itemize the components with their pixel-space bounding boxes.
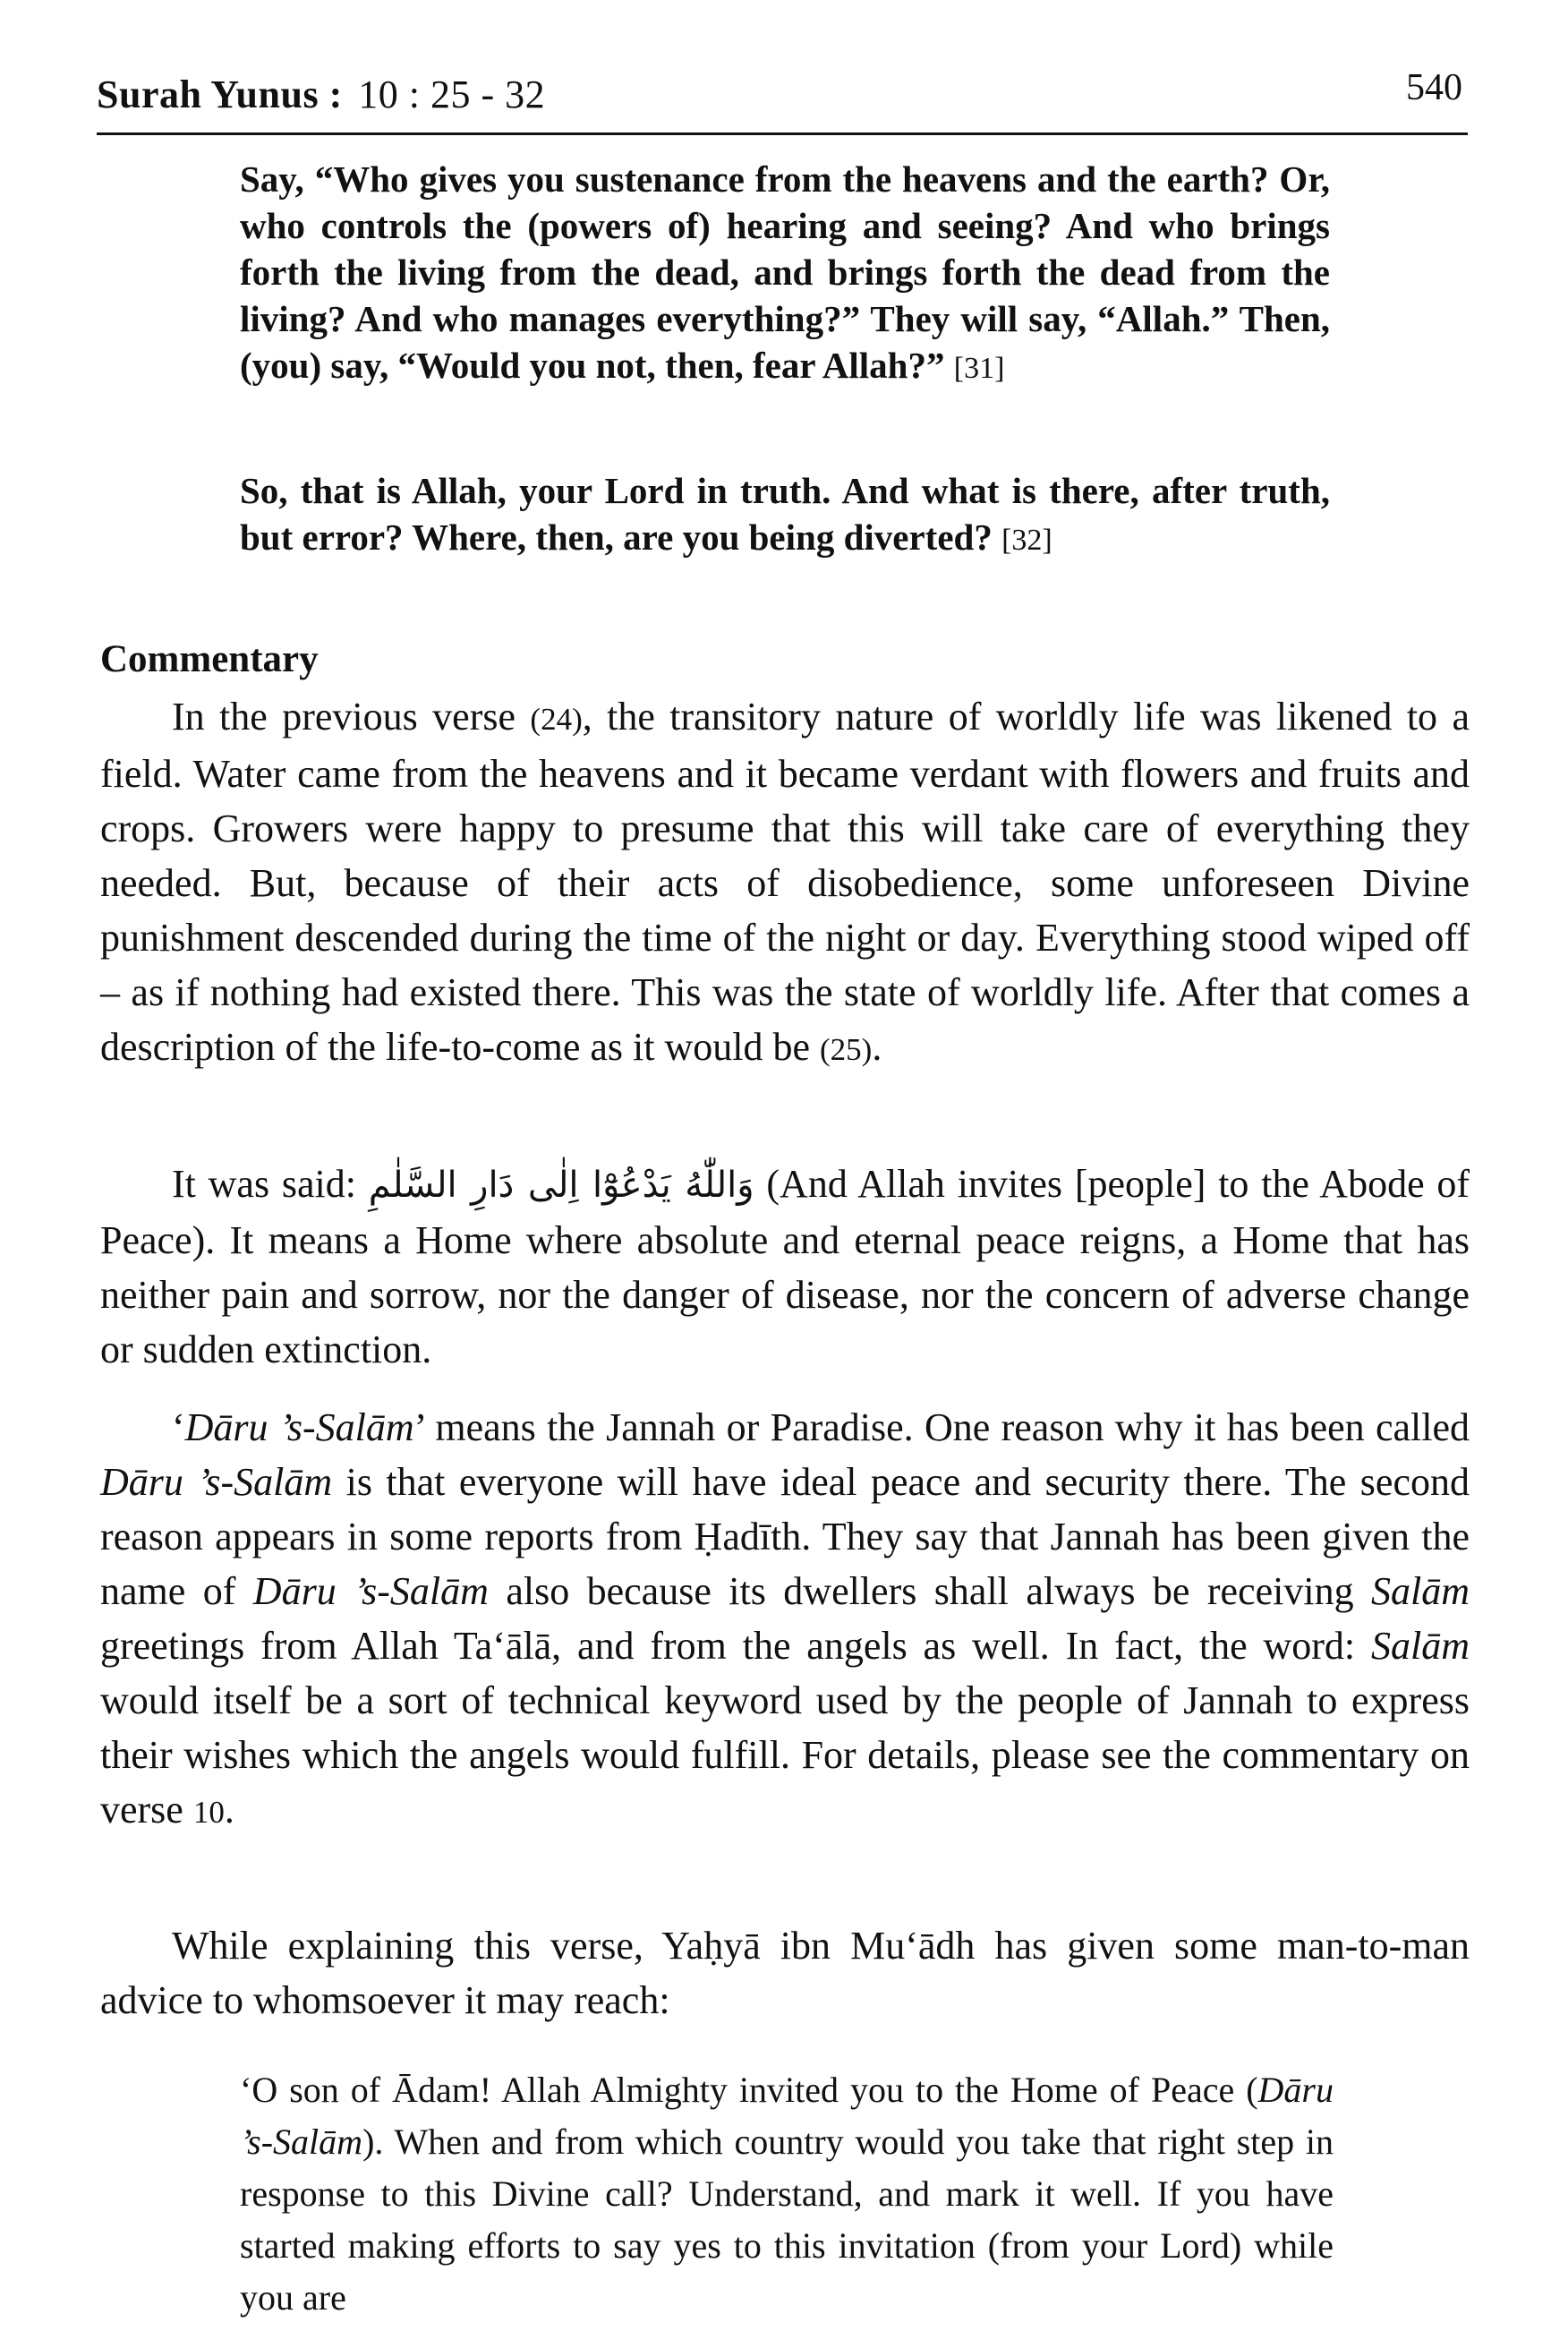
p3-close-quote: ’	[413, 1405, 425, 1449]
term-daru-s-salam: Dāru ’s-Salām	[252, 1569, 489, 1613]
p3-text-e: would itself be a sort of technical keyword used by the people of Jannah to express their wishes which the angels would fulfill. For details, please see the commentary on verse	[100, 1678, 1470, 1831]
commentary-paragraph-1	[100, 689, 1470, 1077]
term-salam: Salām	[1371, 1569, 1470, 1613]
term-daru-s-salam: Dāru ’s-Salām	[100, 1460, 333, 1504]
verse-31-number: [31]	[953, 352, 1005, 385]
verse-31	[240, 156, 1330, 392]
verse-31-text: Say, “Who gives you sustenance from the heavens and the earth? Or, who controls the (powers of) hearing and seeing? And who brings forth the living from the dead, and brings forth the dead from the living? And who manages everything?” They will say, “Allah.” Then, (you) say, “Would you not, then, fear Allah?”	[240, 158, 1330, 386]
block-quote	[240, 2064, 1334, 2324]
verse-32-text: So, that is Allah, your Lord in truth. And what is there, after truth, but error? Where, then, are you being diverted?	[240, 470, 1330, 558]
p3-open-quote: ‘	[172, 1405, 185, 1449]
verse-32-number: [32]	[1001, 524, 1052, 557]
quote-text-a: ‘O son of Ādam! Allah Almighty invited you to the Home of Peace (	[240, 2070, 1258, 2110]
commentary-paragraph-4: While explaining this verse, Yaḥyā ibn Mu‘ādh has given some man-to-man advice to whomsoever it may reach:	[100, 1924, 1470, 2022]
p2-text-b: (And Allah invites [people] to the Abode of Peace). It means a Home where absolute and eternal peace reigns, a Home that has neither pain and sorrow, nor the danger of disease, nor the concern of adverse change or sudden extinction.	[100, 1162, 1470, 1371]
p1-text-c: .	[872, 1025, 882, 1069]
commentary-paragraph-3	[100, 1400, 1470, 1840]
arabic-verse-quote: وَاللّٰهُ يَدْعُوْٓا اِلٰى دَارِ السَّلٰمِ	[368, 1165, 754, 1206]
p3-verse-ref-10: 10	[192, 1795, 225, 1830]
p1-verse-ref-25: (25)	[820, 1032, 873, 1067]
p3-text-a: means the Jannah or Paradise. One reason why it has been called	[424, 1405, 1470, 1449]
term-daru-s-salam: Dāru ’s-Salām	[184, 1405, 414, 1449]
p1-verse-ref-24: (24)	[530, 702, 583, 737]
p2-text-a: It was said:	[172, 1162, 356, 1206]
commentary-heading: Commentary	[100, 638, 319, 680]
running-head	[97, 72, 545, 117]
page-number: 540	[1406, 67, 1462, 108]
p3-text-c: also because its dwellers shall always be receiving	[488, 1569, 1372, 1613]
p1-text-b: , the transitory nature of worldly life was likened to a field. Water came from the heavens and it became verdant with flowers and fruits and crops. Growers were happy to presume that this will take care of everything they needed. But, because of their acts of disobedience, some unforeseen Divine punishment descended during the time of the night or day. Everything stood wiped off – as if nothing had existed there. This was the state of worldly life. After that comes a description of the life-to-come as it would be	[100, 695, 1470, 1069]
page-header	[97, 67, 1468, 135]
p3-text-b: is that everyone will have ideal peace and security there. The second reason appears in some reports from Ḥadīth. They say that Jannah has been given the name of	[100, 1460, 1470, 1613]
p3-text-f: .	[224, 1788, 234, 1831]
p3-text-d: greetings from Allah Ta‘ālā, and from the angels as well. In fact, the word:	[100, 1624, 1371, 1668]
term-daru-s-salam: Dāru ’s-Salām	[240, 2070, 1334, 2162]
verse-range: 10 : 25 - 32	[358, 73, 546, 116]
surah-name: Surah Yunus :	[97, 73, 343, 116]
p1-text-a: In the previous verse	[172, 695, 516, 739]
term-salam: Salām	[1371, 1624, 1470, 1668]
quote-text-b: ). When and from which country would you take that right step in response to this Divine call? Understand, and mark it well. If you have started making efforts to say yes to this invitation (from your Lord) while you are	[240, 2122, 1334, 2318]
verse-32	[240, 467, 1330, 564]
commentary-paragraph-2	[100, 1157, 1470, 1377]
